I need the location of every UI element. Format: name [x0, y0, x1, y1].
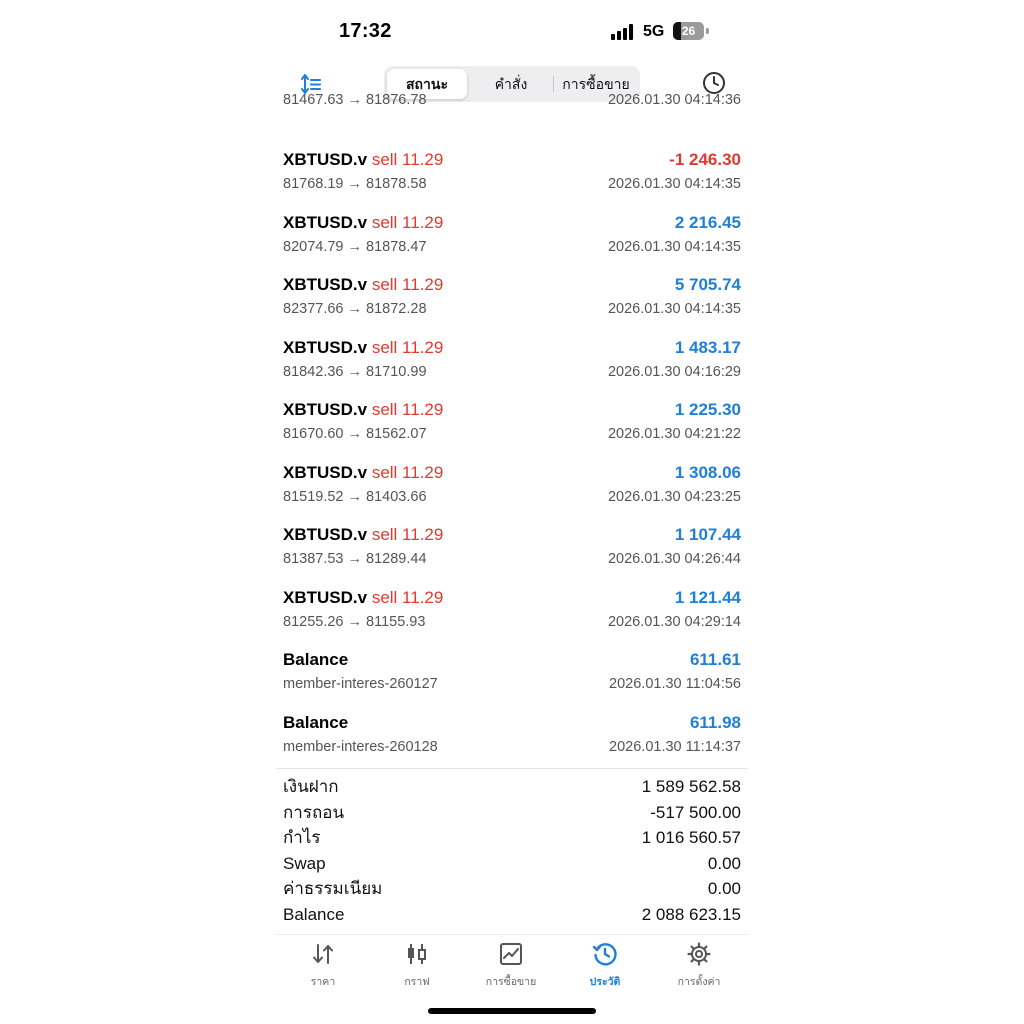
list-item[interactable]	[276, 648, 748, 710]
deal-symbol: Balance	[283, 650, 349, 669]
nav-quotes[interactable]	[276, 941, 370, 993]
deal-time: 2026.01.30 04:14:35	[607, 238, 741, 255]
deal-prices: 81387.53 → 81289.44	[283, 551, 427, 567]
deal-prices: 81467.63 → 81876.78	[283, 92, 427, 108]
deal-profit: 2 216.45	[674, 212, 741, 232]
summary-value: 0.00	[707, 853, 741, 873]
deal-prices: 81255.26 → 81155.93	[283, 613, 426, 630]
history-clock-icon	[592, 941, 618, 967]
deal-time: 2026.01.30 04:14:35	[607, 301, 741, 317]
deal-prices: 82074.79 → 81878.47	[283, 238, 427, 255]
deal-time: 2026.01.30 04:26:44	[607, 551, 741, 567]
deal-symbol: XBTUSD.v	[283, 587, 368, 607]
summary-value: -517 500.00	[650, 802, 741, 822]
list-item[interactable]	[276, 148, 748, 210]
deal-time: 2026.01.30 04:16:29	[607, 363, 741, 380]
nav-history[interactable]	[558, 941, 652, 993]
deal-time: 2026.01.30 04:21:22	[607, 426, 741, 442]
list-item[interactable]	[276, 398, 748, 460]
deal-prices: 82377.66 → 81872.28	[283, 301, 427, 317]
list-item[interactable]	[276, 64, 748, 108]
deal-prices: 81519.52 → 81403.66	[283, 488, 427, 505]
summary-row-withdrawal	[276, 800, 748, 826]
signal-strength-icon	[611, 24, 635, 40]
deal-profit: 1 225.30	[674, 400, 741, 419]
summary-value: 2 088 623.15	[641, 904, 741, 924]
list-item[interactable]	[276, 211, 748, 273]
gear-icon	[686, 941, 712, 967]
deal-prices: 81768.19 → 81878.58	[283, 176, 427, 192]
summary-divider	[276, 768, 748, 769]
summary-label: Swap	[283, 853, 326, 873]
deal-comment: member-interes-260128	[283, 738, 438, 755]
summary-label: Balance	[283, 904, 345, 924]
nav-label: ประวัติ	[589, 976, 621, 988]
list-item[interactable]	[276, 461, 748, 523]
deal-profit: 1 308.06	[674, 462, 741, 482]
deal-symbol: XBTUSD.v	[283, 150, 368, 169]
deal-symbol: XBTUSD.v	[283, 212, 368, 232]
list-item[interactable]	[276, 586, 748, 648]
deal-side: sell 11.29	[371, 275, 444, 294]
status-bar	[276, 0, 748, 60]
network-type: 5G	[643, 23, 665, 40]
deal-prices: 81670.60 → 81562.07	[283, 426, 427, 442]
list-item[interactable]	[276, 711, 748, 773]
tab-orders[interactable]: คำสั่ง	[494, 76, 528, 92]
deal-prices: 81842.36 → 81710.99	[283, 363, 427, 380]
summary-row-deposit	[276, 774, 748, 800]
summary-value: 1 589 562.58	[641, 777, 741, 796]
deal-profit: 1 483.17	[674, 337, 741, 357]
deal-profit: 611.61	[689, 650, 741, 669]
deal-symbol: Balance	[283, 712, 349, 732]
summary-value: 1 016 560.57	[641, 828, 741, 847]
deal-symbol: XBTUSD.v	[283, 525, 368, 544]
deal-profit: 5 705.74	[674, 275, 741, 294]
bottom-tab-bar	[276, 934, 748, 997]
nav-settings[interactable]	[652, 941, 746, 993]
deal-profit: 611.98	[689, 712, 741, 732]
deal-time: 2026.01.30 04:14:35	[607, 176, 741, 192]
tab-positions[interactable]: สถานะ	[387, 69, 467, 99]
summary-label: ค่าธรรมเนียม	[283, 879, 383, 898]
nav-trade[interactable]	[464, 941, 558, 993]
status-time: 17:32	[339, 20, 392, 42]
phone-screen	[276, 0, 748, 1024]
deal-side: sell 11.29	[371, 462, 444, 482]
trade-chart-icon	[498, 941, 524, 967]
deal-symbol: XBTUSD.v	[283, 337, 368, 357]
nav-label: ราคา	[310, 976, 336, 988]
deal-time: 2026.01.30 04:29:14	[607, 613, 741, 630]
summary-row-swap	[276, 851, 748, 877]
deal-side: sell 11.29	[371, 337, 444, 357]
list-item[interactable]	[276, 273, 748, 335]
deal-side: sell 11.29	[371, 400, 444, 419]
deal-symbol: XBTUSD.v	[283, 275, 368, 294]
deal-side: sell 11.29	[371, 525, 444, 544]
deal-profit: -1 246.30	[669, 150, 741, 169]
deal-symbol: XBTUSD.v	[283, 400, 368, 419]
tab-deals[interactable]: การซื้อขาย	[562, 76, 630, 92]
deal-time: 2026.01.30 11:04:56	[609, 676, 741, 692]
deal-profit: 1 121.44	[674, 587, 741, 607]
deal-side: sell 11.29	[371, 150, 444, 169]
deal-time: 2026.01.30 11:14:37	[609, 738, 741, 755]
list-item[interactable]	[276, 336, 748, 398]
summary-row-profit	[276, 825, 748, 851]
summary-value: 0.00	[707, 879, 741, 898]
deal-profit: 1 107.44	[674, 525, 741, 544]
deal-comment: member-interes-260127	[283, 676, 438, 692]
nav-label: กราฟ	[404, 976, 430, 988]
list-item[interactable]	[276, 523, 748, 585]
nav-label: การซื้อขาย	[485, 976, 537, 988]
deal-symbol: XBTUSD.v	[283, 462, 368, 482]
summary-label: กำไร	[283, 828, 321, 847]
battery-icon	[673, 22, 704, 40]
deal-side: sell 11.29	[371, 212, 444, 232]
deal-time: 2026.01.30 04:14:36	[607, 92, 741, 108]
home-indicator[interactable]	[428, 1008, 596, 1014]
quotes-arrows-icon	[310, 941, 336, 967]
battery-level: 26	[681, 24, 696, 38]
deal-side: sell 11.29	[371, 587, 444, 607]
summary-label: เงินฝาก	[283, 777, 339, 796]
nav-label: การตั้งค่า	[677, 976, 721, 988]
nav-chart[interactable]	[370, 941, 464, 993]
summary-row-balance	[276, 902, 748, 928]
deal-time: 2026.01.30 04:23:25	[607, 488, 741, 505]
candlestick-chart-icon	[404, 941, 430, 967]
summary-label: การถอน	[283, 802, 345, 822]
summary-row-commission	[276, 876, 748, 902]
